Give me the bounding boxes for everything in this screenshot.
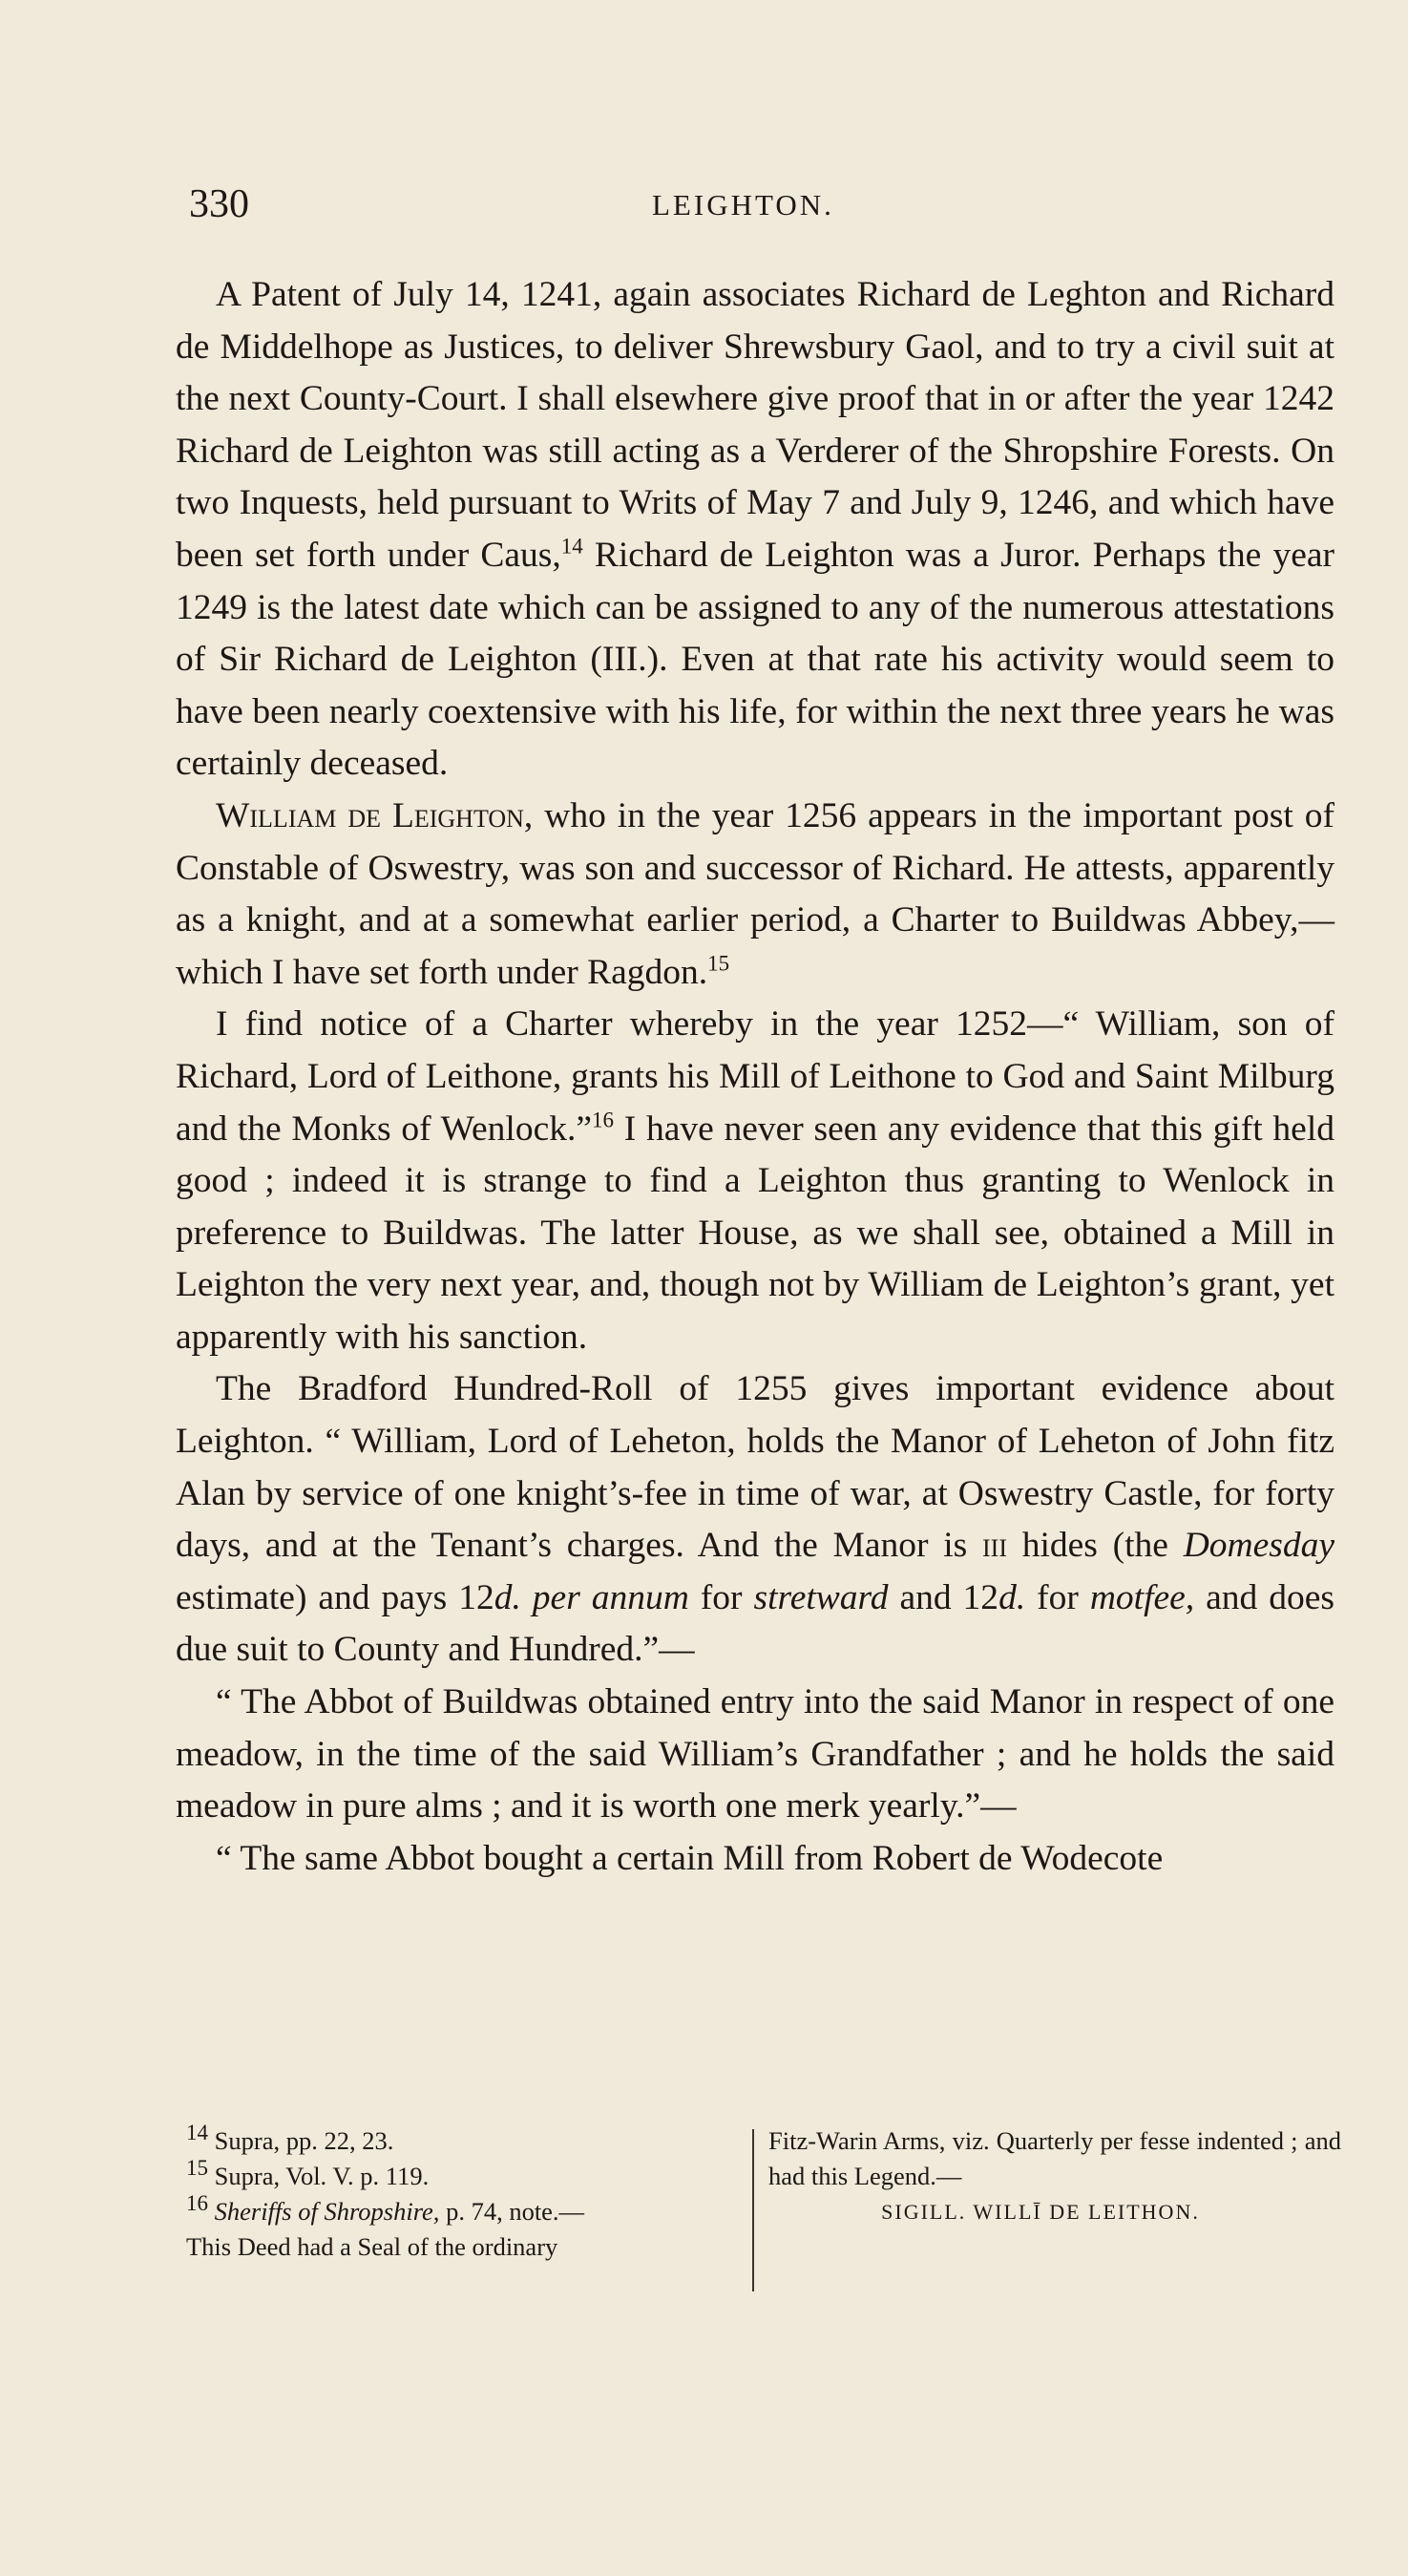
page-header <box>189 181 1334 235</box>
paragraph-1: A Patent of July 14, 1241, again associates Richard de Leghton and Richard de Middelhope as Justices, to deliver Shrewsbury Gaol, and to try a civil suit at the next County-Court. I shall elsewhere give proof that in or after the year 1242 Richard de Leighton was still acting as a Verderer of the Shropshire Forests. On two Inquests, held pursuant to Writs of May 7 and July 9, 1246, and which have been set forth under Caus,$^{14}$ Richard de Leighton was a Juror. Perhaps the year 1249 is the latest date which can be assigned to any of the numerous attestations of Sir Richard de Leighton (III.). Even at that rate his activity would seem to have been nearly coextensive with his life, for within the next three years he was certainly deceased. <box>176 275 1334 784</box>
footnote-16-right: Fitz-Warin Arms, viz. Quarterly per fesse indented ; and had this Legend.— <box>768 2126 1341 2190</box>
footnote-ref-15: 15 <box>707 951 730 976</box>
paragraph-3: I find notice of a Charter whereby in the year 1252—“ William, son of Richard, Lord of Leithone, grants his Mill of Leithone to God and Saint Milburg and the Monks of Wenlock.”$^{16}$ I have never seen any evidence that this gift held good ; indeed it is strange to find a Leighton thus granting to Wenlock in preference to Buildwas. The latter House, as we shall see, obtained a Mill in Leighton the very next year, and, though not by William de Leighton’s grant, yet apparently with his sanction. <box>176 1004 1334 1357</box>
column-divider <box>752 2129 754 2291</box>
running-title: LEIGHTON. <box>652 188 834 222</box>
footnotes <box>186 2121 1341 2314</box>
seal-legend: SIGILL. WILLĪ DE LEITHON. <box>881 2200 1200 2224</box>
footnotes-right-column <box>768 2123 1341 2229</box>
footnote-15: $^{15}$ Supra, Vol. V. p. 119. <box>186 2156 430 2190</box>
footnote-ref-16: 16 <box>592 1108 615 1131</box>
paragraph-5: “ The Abbot of Buildwas obtained entry into the said Manor in respect of one meadow, in the time of the said William’s Grandfather ; and he holds the said meadow in pure alms ; and it is worth one merk yearly.”— <box>176 1682 1334 1826</box>
page-number: 330 <box>189 182 249 226</box>
paragraph-4: The Bradford Hundred-Roll of 1255 gives important evidence about Leighton. “ William, Lord of Leheton, holds the Manor of Leheton of John fitz Alan by service of one knight’s-fee in time of war, at Oswestry Castle, for forty days, and at the Tenant’s charges. And the Manor is iii hides (the Domesday estimate) and pays 12d. per annum for stretward and 12d. for motfee, and does due suit to County and Hundred.”— <box>176 1369 1334 1670</box>
paragraph-6: “ The same Abbot bought a certain Mill from Robert de Wodecote <box>216 1838 1164 1878</box>
main-text <box>176 269 1334 1885</box>
footnote-16-continued: This Deed had a Seal of the ordinary <box>186 2232 558 2261</box>
footnote-14: $^{14}$ Supra, pp. 22, 23. <box>186 2121 394 2155</box>
footnote-16: $^{16}$ Sheriffs of Shropshire, p. 74, note.— <box>186 2191 585 2226</box>
paragraph-2: William de Leighton, who in the year 1256 appears in the important post of Constable of Oswestry, was son and successor of Richard. He attests, apparently as a knight, and at a somewhat earlier period, a Charter to Buildwas Abbey,—which I have set forth under Ragdon.$^{15}$ <box>176 795 1334 992</box>
footnote-ref-14: 14 <box>560 534 583 559</box>
person-name: William de Leighton, <box>216 795 534 835</box>
footnotes-left-column <box>186 2123 754 2265</box>
